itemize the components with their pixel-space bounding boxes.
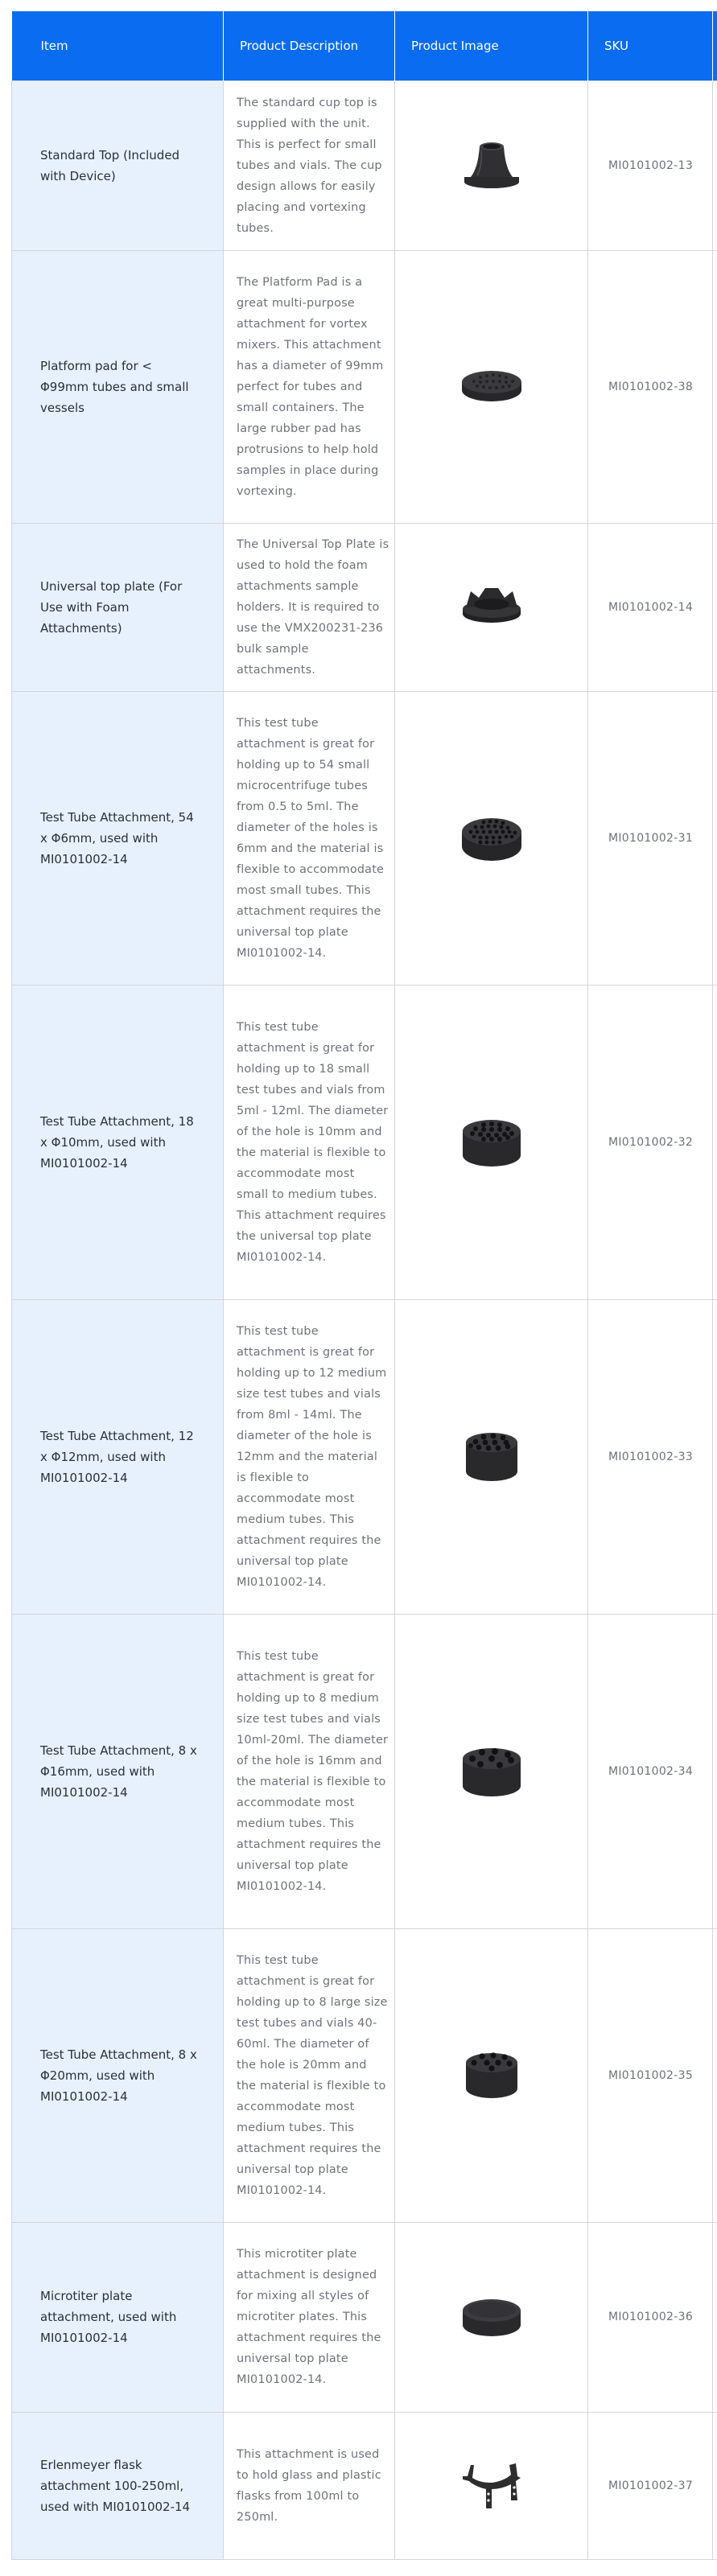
tube-attachment-8-20mm-icon bbox=[459, 2042, 524, 2106]
standard-top-cup-icon bbox=[459, 132, 524, 196]
tube-attachment-12-icon bbox=[459, 1423, 524, 1488]
product-description: This test tube attachment is great for holding up to 54 small microcentrifuge tubes from 0.5 to 5ml. The diameter of the holes is 6mm and the material is flexible to accommodate most small tubes. This attachment requires the universal top plate MI0101002-14. bbox=[224, 691, 395, 985]
extra-cell bbox=[713, 523, 717, 691]
product-image-cell bbox=[395, 985, 588, 1299]
product-image-cell bbox=[395, 523, 588, 691]
extra-cell bbox=[713, 2412, 717, 2559]
product-description: This attachment is used to hold glass and plastic flasks from 100ml to 250ml. bbox=[224, 2412, 395, 2559]
product-image-cell bbox=[395, 1614, 588, 1928]
product-image-cell bbox=[395, 250, 588, 523]
table-row bbox=[12, 1614, 717, 1928]
table-body bbox=[12, 80, 717, 2559]
table-row bbox=[12, 80, 717, 250]
accessories-table bbox=[11, 11, 717, 2560]
extra-cell bbox=[713, 2222, 717, 2412]
microtiter-plate-attachment-icon bbox=[459, 2283, 524, 2348]
tube-attachment-18-icon bbox=[459, 1109, 524, 1173]
table-row bbox=[12, 250, 717, 523]
product-image-cell bbox=[395, 2222, 588, 2412]
extra-cell bbox=[713, 985, 717, 1299]
product-description: This test tube attachment is great for holding up to 8 medium size test tubes and vials 10ml-20ml. The diameter of the hole is 16mm and the material is flexible to accommodate most medium tubes. This attachment requires the universal top plate MI0101002-14. bbox=[224, 1614, 395, 1928]
header-extra bbox=[713, 11, 717, 80]
sku-value: MI0101002-34 bbox=[588, 1614, 713, 1928]
platform-pad-icon bbox=[459, 353, 524, 418]
product-description: This microtiter plate attachment is designed for mixing all styles of microtiter plates. This attachment requires the universal top plate MI0101002-14. bbox=[224, 2222, 395, 2412]
header-image: Product Image bbox=[395, 11, 588, 80]
sku-value: MI0101002-14 bbox=[588, 523, 713, 691]
product-image-cell bbox=[395, 1928, 588, 2222]
table-row bbox=[12, 523, 717, 691]
extra-cell bbox=[713, 80, 717, 250]
sku-value: MI0101002-38 bbox=[588, 250, 713, 523]
item-name: Microtiter plate attachment, used with MI0101002-14 bbox=[12, 2222, 224, 2412]
flask-attachment-icon bbox=[459, 2452, 524, 2516]
table-header bbox=[12, 11, 717, 80]
sku-value: MI0101002-35 bbox=[588, 1928, 713, 2222]
item-name: Universal top plate (For Use with Foam Attachments) bbox=[12, 523, 224, 691]
item-name: Platform pad for < Φ99mm tubes and small vessels bbox=[12, 250, 224, 523]
sku-value: MI0101002-13 bbox=[588, 80, 713, 250]
table-row bbox=[12, 691, 717, 985]
item-name: Standard Top (Included with Device) bbox=[12, 80, 224, 250]
tube-attachment-54-icon bbox=[459, 804, 524, 869]
table-row bbox=[12, 2222, 717, 2412]
table-row bbox=[12, 1928, 717, 2222]
product-description: The Universal Top Plate is used to hold the foam attachments sample holders. It is required to use the VMX200231-236 bulk sample attachments. bbox=[224, 523, 395, 691]
extra-cell bbox=[713, 1299, 717, 1614]
tube-attachment-8-16mm-icon bbox=[459, 1738, 524, 1802]
sku-value: MI0101002-37 bbox=[588, 2412, 713, 2559]
header-item: Item bbox=[12, 11, 224, 80]
item-name: Erlenmeyer flask attachment 100-250ml, used with MI0101002-14 bbox=[12, 2412, 224, 2559]
extra-cell bbox=[713, 691, 717, 985]
product-description: This test tube attachment is great for holding up to 18 small test tubes and vials from 5ml - 12ml. The diameter of the hole is 10mm and the material is flexible to accommodate most small to medium tubes. This attachment requires the universal top plate MI0101002-14. bbox=[224, 985, 395, 1299]
sku-value: MI0101002-36 bbox=[588, 2222, 713, 2412]
product-description: The standard cup top is supplied with the unit. This is perfect for small tubes and vials. The cup design allows for easily placing and vortexing tubes. bbox=[224, 80, 395, 250]
extra-cell bbox=[713, 1614, 717, 1928]
header-description: Product Description bbox=[224, 11, 395, 80]
universal-top-plate-icon bbox=[459, 574, 524, 638]
table-row bbox=[12, 1299, 717, 1614]
sku-value: MI0101002-31 bbox=[588, 691, 713, 985]
item-name: Test Tube Attachment, 18 x Φ10mm, used with MI0101002-14 bbox=[12, 985, 224, 1299]
product-image-cell bbox=[395, 691, 588, 985]
table-row bbox=[12, 2412, 717, 2559]
item-name: Test Tube Attachment, 54 x Φ6mm, used with MI0101002-14 bbox=[12, 691, 224, 985]
sku-value: MI0101002-33 bbox=[588, 1299, 713, 1614]
extra-cell bbox=[713, 1928, 717, 2222]
product-image-cell bbox=[395, 80, 588, 250]
header-sku: SKU bbox=[588, 11, 713, 80]
product-image-cell bbox=[395, 1299, 588, 1614]
item-name: Test Tube Attachment, 8 x Φ16mm, used with MI0101002-14 bbox=[12, 1614, 224, 1928]
item-name: Test Tube Attachment, 12 x Φ12mm, used with MI0101002-14 bbox=[12, 1299, 224, 1614]
product-image-cell bbox=[395, 2412, 588, 2559]
product-description: The Platform Pad is a great multi-purpose attachment for vortex mixers. This attachment has a diameter of 99mm perfect for tubes and small containers. The large rubber pad has protrusions to help hold samples in place during vortexing. bbox=[224, 250, 395, 523]
product-description: This test tube attachment is great for holding up to 8 large size test tubes and vials 40-60ml. The diameter of the hole is 20mm and the material is flexible to accommodate most medium tubes. This attachment requires the universal top plate MI0101002-14. bbox=[224, 1928, 395, 2222]
item-name: Test Tube Attachment, 8 x Φ20mm, used with MI0101002-14 bbox=[12, 1928, 224, 2222]
sku-value: MI0101002-32 bbox=[588, 985, 713, 1299]
product-description: This test tube attachment is great for holding up to 12 medium size test tubes and vials from 8ml - 14ml. The diameter of the hole is 12mm and the material is flexible to accommodate most medium tubes. This attachment requires the universal top plate MI0101002-14. bbox=[224, 1299, 395, 1614]
extra-cell bbox=[713, 250, 717, 523]
table-row bbox=[12, 985, 717, 1299]
